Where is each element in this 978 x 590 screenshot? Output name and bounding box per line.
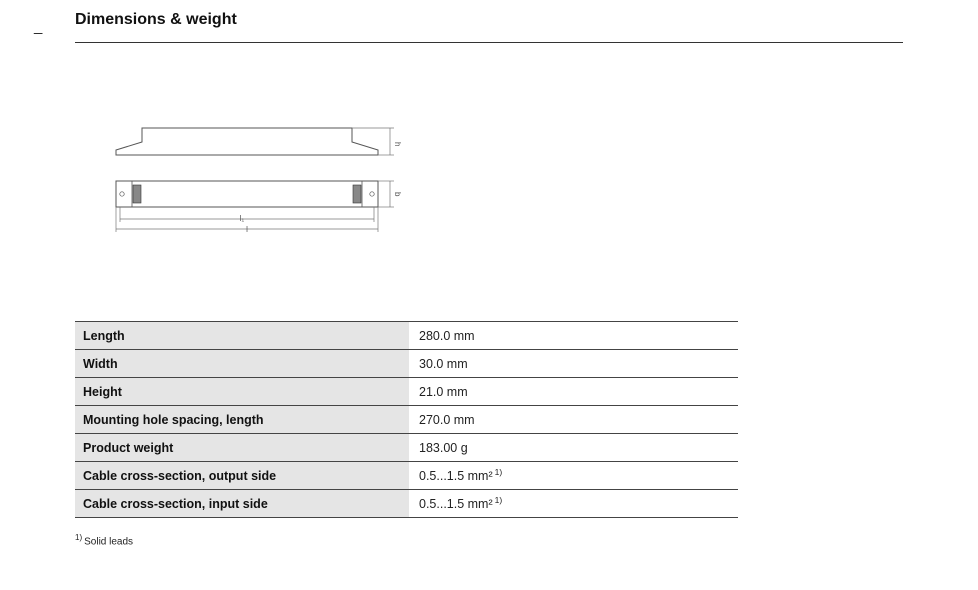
collapse-toggle-icon[interactable]: _ (34, 18, 43, 35)
spec-value (409, 490, 738, 518)
spec-label: Height (75, 378, 409, 406)
table-row (75, 462, 738, 490)
spec-value (409, 406, 738, 434)
footnote-marker: 1) (75, 533, 83, 542)
table-row (75, 406, 738, 434)
spec-label: Product weight (75, 434, 409, 462)
spec-value-text: 270.0 mm (419, 412, 475, 427)
length-dim-label: l (246, 225, 248, 234)
mounting-hole-icon (370, 192, 374, 196)
spec-label: Width (75, 350, 409, 378)
footnote (75, 533, 133, 547)
spec-value (409, 378, 738, 406)
spec-value-text: 21.0 mm (419, 384, 468, 399)
spec-value-text: 183.00 g (419, 440, 468, 455)
spec-label: Mounting hole spacing, length (75, 406, 409, 434)
output-terminal-icon (353, 185, 361, 203)
spec-value (409, 322, 738, 350)
mounting-hole-icon (120, 192, 124, 196)
spec-value-text: 280.0 mm (419, 328, 475, 343)
spec-value (409, 434, 738, 462)
table-row (75, 350, 738, 378)
table-row (75, 490, 738, 518)
hole-spacing-dim-label: l₁ (239, 214, 245, 223)
spec-value-text: 0.5...1.5 mm² (419, 497, 493, 512)
specs-table (75, 321, 738, 518)
width-dim-label: b (393, 192, 402, 197)
spec-value-text: 30.0 mm (419, 356, 468, 371)
title-divider (75, 42, 903, 43)
table-row (75, 322, 738, 350)
spec-value-text: 0.5...1.5 mm² (419, 469, 493, 484)
table-row (75, 434, 738, 462)
spec-label: Length (75, 322, 409, 350)
height-dim-label: h (393, 142, 402, 147)
dimension-drawing (112, 122, 402, 240)
top-view-outline (116, 181, 378, 207)
section-title: Dimensions & weight (75, 11, 237, 28)
spec-value (409, 462, 738, 490)
side-view-outline (116, 128, 378, 155)
input-terminal-icon (133, 185, 141, 203)
footnote-ref: 1) (494, 467, 503, 478)
spec-label: Cable cross-section, input side (75, 490, 409, 518)
footnote-text: Solid leads (84, 536, 134, 548)
spec-value (409, 350, 738, 378)
spec-label: Cable cross-section, output side (75, 462, 409, 490)
footnote-ref: 1) (494, 495, 503, 506)
table-row (75, 378, 738, 406)
